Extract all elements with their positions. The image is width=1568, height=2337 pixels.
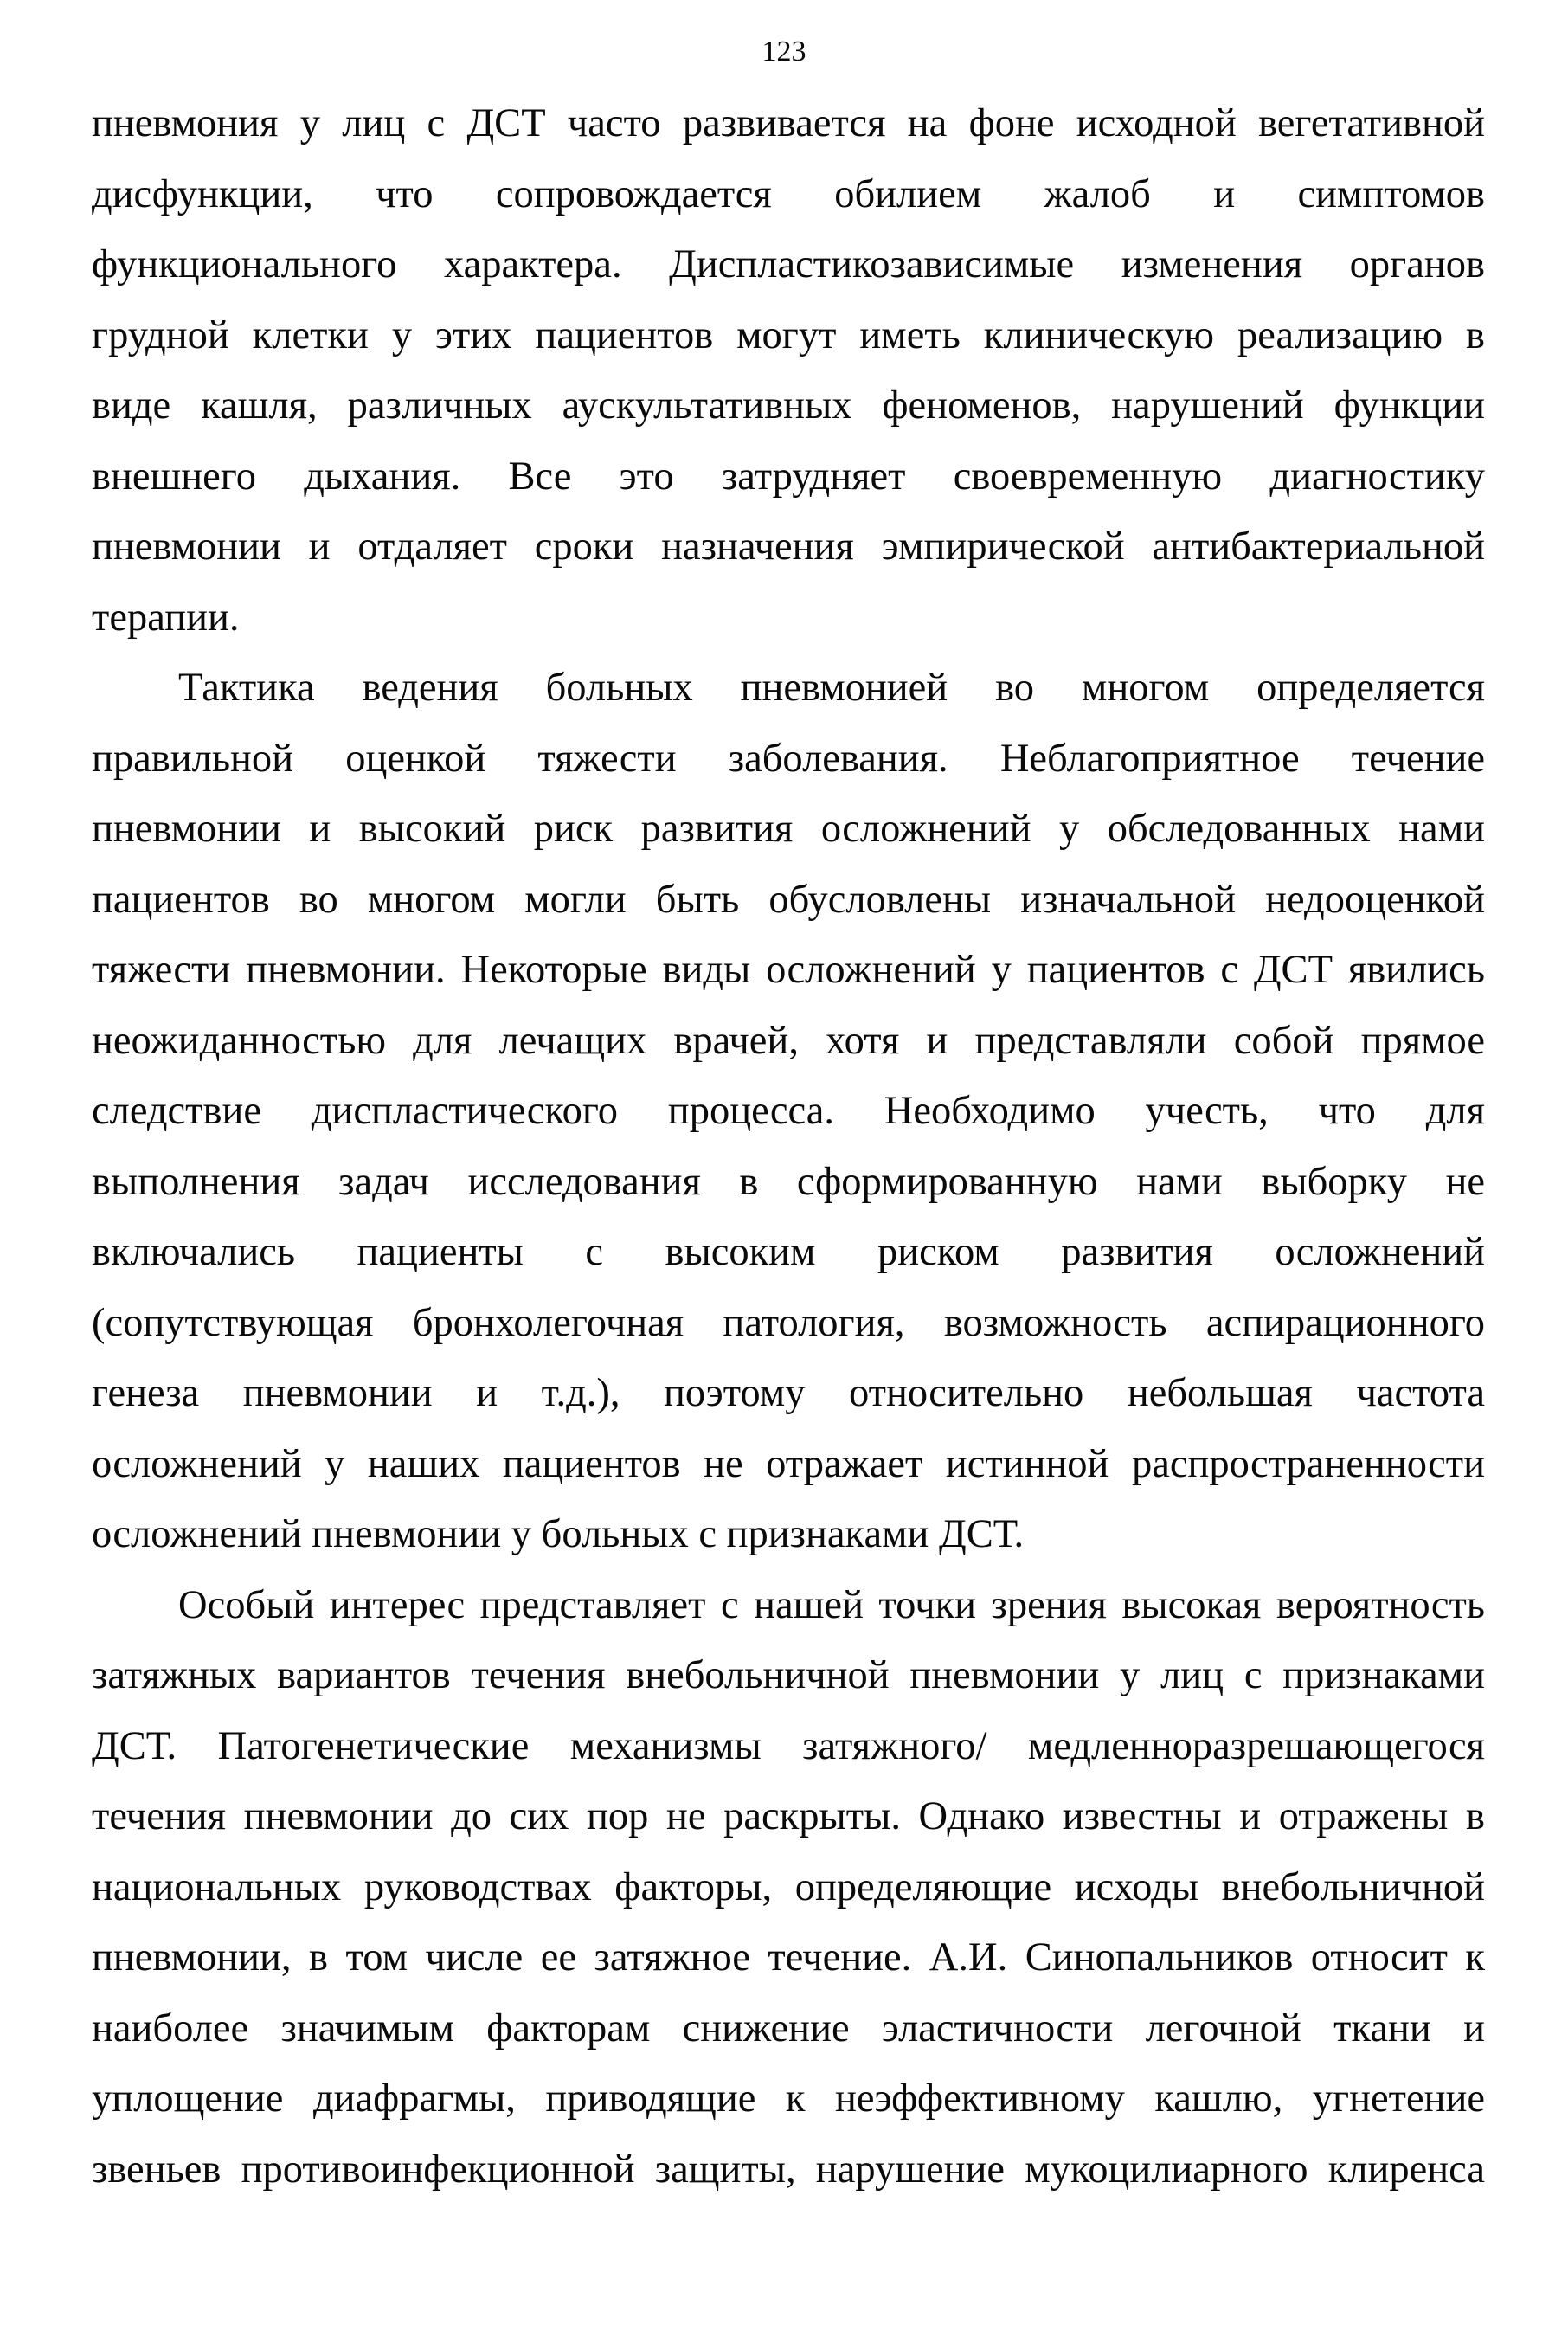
text-line: ДСТ. Патогенетические механизмы затяжного/ медленноразрешающегося bbox=[92, 1723, 1485, 1768]
text-line: наиболее значимым факторам снижение эластичности легочной ткани и bbox=[92, 2005, 1485, 2051]
text-line: звеньев противоинфекционной защиты, нарушение мукоцилиарного клиренса bbox=[92, 2147, 1485, 2192]
text-line: пневмония у лиц с ДСТ часто развивается на фоне исходной вегетативной bbox=[92, 101, 1485, 145]
text-line: (сопутствующая бронхолегочная патология, возможность аспирационного bbox=[92, 1300, 1485, 1345]
text-line: осложнений пневмонии у больных с признаками ДСТ. bbox=[92, 1512, 1025, 1556]
text-line: виде кашля, различных аускультативных феноменов, нарушений функции bbox=[92, 383, 1485, 428]
document-body bbox=[92, 88, 1485, 2205]
text-line: терапии. bbox=[92, 595, 240, 640]
paragraph-1 bbox=[92, 88, 1485, 653]
text-line: пневмонии, в том числе ее затяжное течение. А.И. Синопальников относит к bbox=[92, 1935, 1485, 1980]
text-line: осложнений у наших пациентов не отражает истинной распространенности bbox=[92, 1441, 1485, 1486]
text-line: включались пациенты с высоким риском развития осложнений bbox=[92, 1230, 1485, 1274]
text-line: течения пневмонии до сих пор не раскрыты. Однако известны и отражены в bbox=[92, 1794, 1485, 1838]
text-line: дисфункции, что сопровождается обилием жалоб и симптомов bbox=[92, 171, 1485, 216]
text-line: Особый интерес представляет с нашей точки зрения высокая вероятность bbox=[178, 1582, 1485, 1627]
text-line: пневмонии и отдаляет сроки назначения эмпирической антибактериальной bbox=[92, 525, 1485, 569]
text-line: неожиданностью для лечащих врачей, хотя и представляли собой прямое bbox=[92, 1018, 1485, 1063]
text-line: пневмонии и высокий риск развития осложнений у обследованных нами bbox=[92, 807, 1485, 851]
text-line: правильной оценкой тяжести заболевания. Неблагоприятное течение bbox=[92, 736, 1485, 781]
text-line: внешнего дыхания. Все это затрудняет своевременную диагностику bbox=[92, 454, 1485, 499]
text-line: грудной клетки у этих пациентов могут иметь клиническую реализацию в bbox=[92, 312, 1485, 357]
text-line: пациентов во многом могли быть обусловлены изначальной недооценкой bbox=[92, 877, 1485, 922]
text-line: национальных руководствах факторы, определяющие исходы внебольничной bbox=[92, 1864, 1485, 1909]
text-line: уплощение диафрагмы, приводящие к неэффективному кашлю, угнетение bbox=[92, 2076, 1485, 2121]
paragraph-3 bbox=[92, 1570, 1485, 2205]
paragraph-2 bbox=[92, 653, 1485, 1570]
text-line: затяжных вариантов течения внебольничной пневмонии у лиц с признаками bbox=[92, 1653, 1485, 1697]
text-line: тяжести пневмонии. Некоторые виды осложнений у пациентов с ДСТ явились bbox=[92, 948, 1485, 992]
text-line: выполнения задач исследования в сформированную нами выборку не bbox=[92, 1159, 1485, 1204]
text-line: Тактика ведения больных пневмонией во многом определяется bbox=[178, 666, 1485, 710]
text-line: генеза пневмонии и т.д.), поэтому относительно небольшая частота bbox=[92, 1371, 1485, 1415]
text-line: следствие диспластического процесса. Необходимо учесть, что для bbox=[92, 1089, 1485, 1133]
text-line: функционального характера. Диспластикозависимые изменения органов bbox=[92, 242, 1485, 286]
page-number: 123 bbox=[762, 35, 806, 68]
